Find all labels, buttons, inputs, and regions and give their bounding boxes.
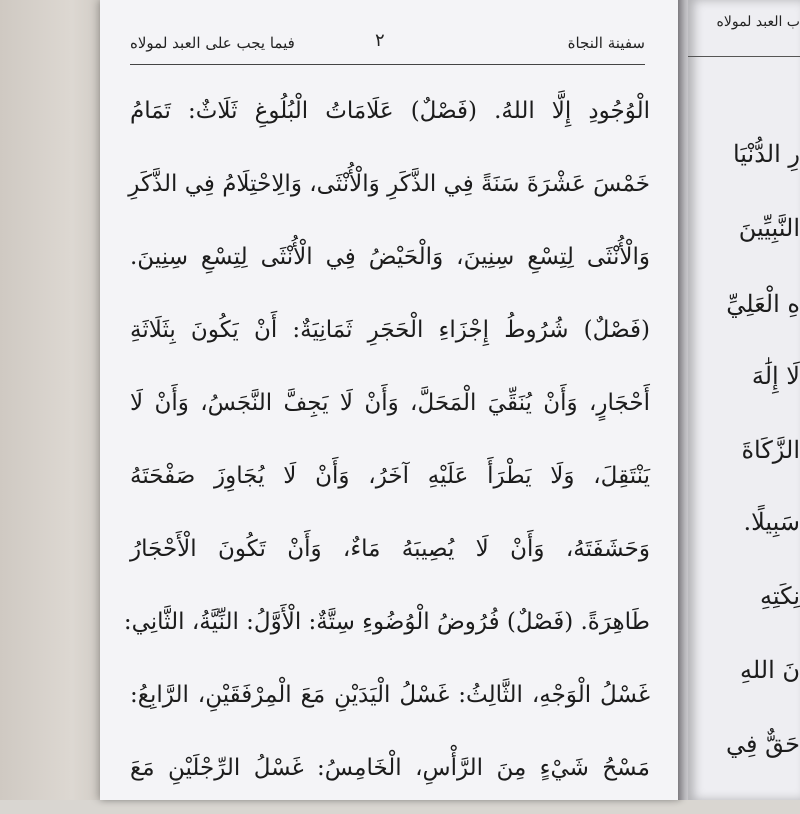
chapter-title: فيما يجب على العبد لمولاه xyxy=(130,34,295,52)
right-text-fragment: لَا إِلَٰهَ xyxy=(751,362,800,390)
page-header xyxy=(130,30,645,62)
right-text-fragment: رِ الدُّنْيَا xyxy=(732,140,800,168)
text-line: يَنْتَقِلَ، وَلَا يَطْرَأَ عَلَيْهِ آخَرُ، وَأَنْ لَا يُجَاوِزَ صَفْحَتَهُ xyxy=(130,463,650,489)
header-rule xyxy=(130,64,645,65)
right-page-header: ب العبد لمولاه xyxy=(716,14,800,30)
right-book-page xyxy=(688,0,800,800)
page-body xyxy=(123,84,650,814)
text-line: (فَصْلٌ) شُرُوطُ إِجْزَاءِ الْحَجَرِ ثَمَانِيَةٌ: أَنْ يَكُونَ بِثَلَاثَةِ xyxy=(130,317,650,343)
text-line: مَسْحُ شَيْءٍ مِنَ الرَّأْسِ، الْخَامِسُ: غَسْلُ الرِّجْلَيْنِ مَعَ xyxy=(130,755,650,781)
text-line: الْوُجُودِ إِلَّا اللهُ. (فَصْلٌ) عَلَامَاتُ الْبُلُوغِ ثَلَاثٌ: تَمَامُ xyxy=(130,98,650,124)
right-text-fragment: الزَّكَاةَ xyxy=(741,436,800,464)
text-line: طَاهِرَةً. (فَصْلٌ) فُرُوضُ الْوُضُوءِ سِتَّةٌ: الْأَوَّلُ: النِّيَّةُ، الثَّانِي: xyxy=(123,609,650,635)
text-line: أَحْجَارٍ، وَأَنْ يُنَقِّيَ الْمَحَلَّ، وَأَنْ لَا يَجِفَّ النَّجَسُ، وَأَنْ لَا xyxy=(130,390,650,416)
right-text-fragment: سَبِيلًا. xyxy=(743,508,800,536)
text-line: غَسْلُ الْوَجْهِ، الثَّالِثُ: غَسْلُ الْيَدَيْنِ مَعَ الْمِرْفَقَيْنِ، الرَّابِعُ: xyxy=(130,682,650,708)
text-line: خَمْسَ عَشْرَةَ سَنَةً فِي الذَّكَرِ وَالْأُنْثَى، وَالِاحْتِلَامُ فِي الذَّكَرِ xyxy=(128,171,650,197)
right-text-fragment: نِكَتِهِ xyxy=(759,582,800,610)
text-line: وَالْأُنْثَى لِتِسْعِ سِنِينَ، وَالْحَيْضُ فِي الْأُنْثَى لِتِسْعِ سِنِينَ. xyxy=(130,244,650,270)
right-text-fragment: النَّبِيِّينَ xyxy=(738,214,800,242)
text-line: وَحَشَفَتَهُ، وَأَنْ لَا يُصِيبَهُ مَاءٌ، وَأَنْ تَكُونَ الْأَحْجَارُ xyxy=(130,536,650,562)
right-text-fragment: حَقٌّ فِي xyxy=(726,730,800,758)
page-number: ٢ xyxy=(375,30,385,51)
book-title: سفينة النجاة xyxy=(567,34,645,52)
right-header-rule xyxy=(688,56,800,57)
right-text-fragment: هِ الْعَلِيِّ xyxy=(726,290,800,318)
right-text-fragment: نَ اللهِ xyxy=(739,656,800,684)
